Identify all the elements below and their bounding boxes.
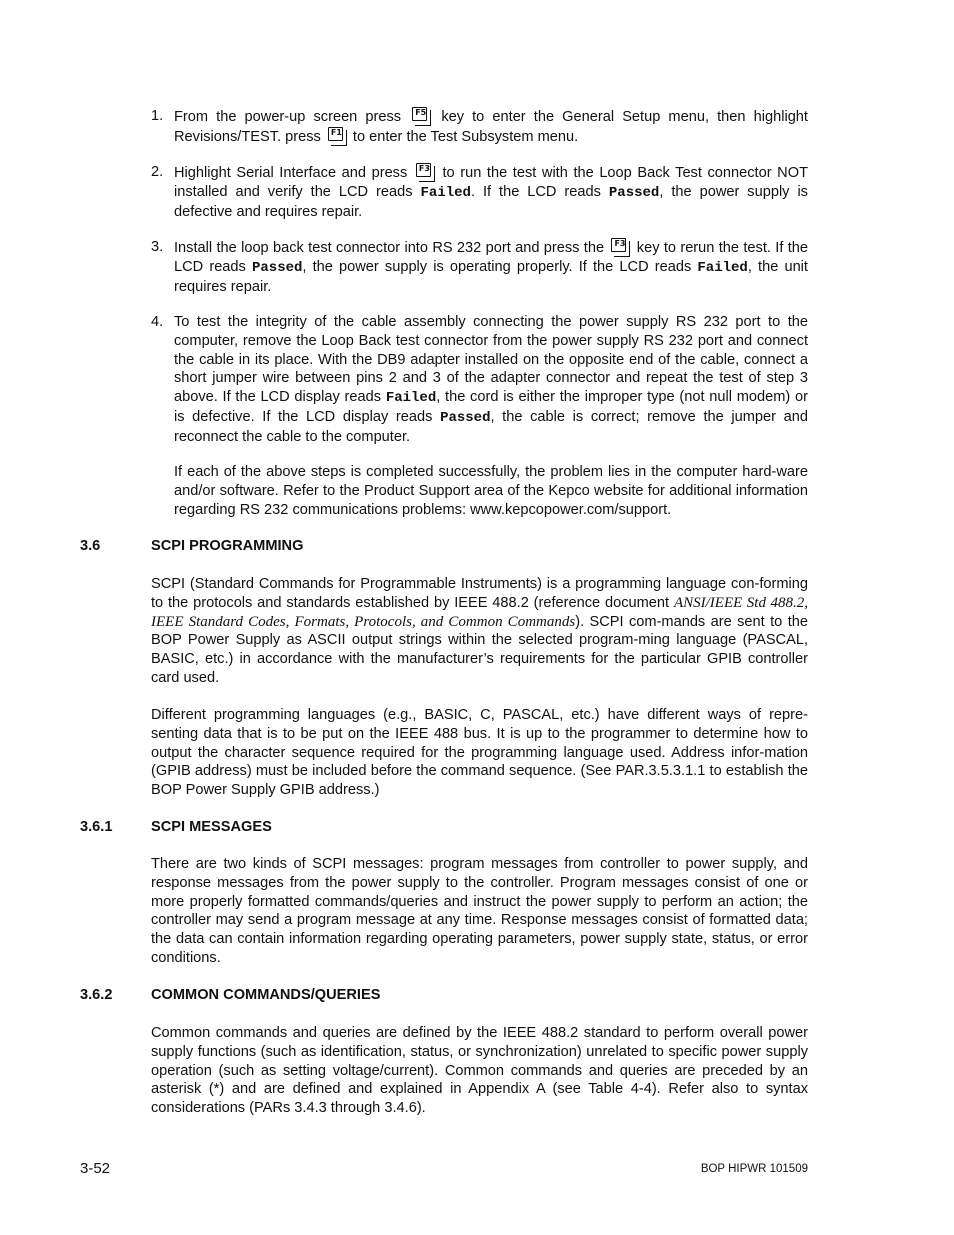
step-text: to enter the Test Subsystem menu. [352,128,579,145]
section-paragraph: There are two kinds of SCPI messages: program messages from controller to power supply, and response messages from the power supply to the controller. Program messages consist of one or more properly formatted commands/queries and instruct the power supply to perform an action; the controller may send a program message at any time. Response messages consist of formatted data; the data can contain information regarding operating parameters, power supply state, status, or error conditions. [151,856,808,966]
step-text: , the power supply is operating properly. If the LCD reads [302,258,692,275]
section-title: SCPI PROGRAMMING [151,538,304,554]
step-text: , the power supply is defective and requires repair. [174,183,808,220]
section-number: 3.6.2 [80,987,113,1003]
lcd-passed-text: Passed [440,409,491,426]
list-item [151,313,808,447]
step-number: 2. [151,164,164,180]
step-text: , the cord is either the improper type (not null modem) or is defective. If the LCD display reads [174,389,808,425]
step-text: , the unit requires repair. [174,258,808,295]
section-title: SCPI MESSAGES [151,819,272,835]
step-text: , the cable is correct; remove the jumper and reconnect the cable to the computer. [174,408,808,445]
section-title: COMMON COMMANDS/QUERIES [151,987,381,1003]
section-paragraph: Different programming languages (e.g., BASIC, C, PASCAL, etc.) have different ways of repre-senting data that is to be put on the IEEE 488 bus. It is up to the programmer to determine how to output the character sequence required for the programming language used. Address infor-mation (GPIB address) must be included before the command sequence. (See PAR.3.5.3.1.1 to establish the BOP Power Supply GPIB address.) [151,707,808,799]
step-text: To test the integrity of the cable assembly connecting the power supply RS 232 port to the computer, remove the Loop Back test connector from the power supply RS 232 port and connect the cable in its place. With the DB9 adapter installed on the opposite end of the cable, connect a short jumper wire between pins 2 and 3 of the adapter connector and repeat the test of step 3 above. If the LCD display reads [174,314,808,406]
list-item [151,107,808,147]
document-id: BOP HIPWR 101509 [700,1163,808,1175]
lcd-failed-text: Failed [420,184,471,201]
f1-key-icon: F1 [327,127,347,145]
section-paragraph: Common commands and queries are defined by the IEEE 488.2 standard to perform overall power supply functions (such as identification, status, or synchronization) unrelated to specific power supply operation (such as setting voltage/current). Common commands and queries are preceded by an asterisk (*) and are defined and explained in Appendix A (see Table 4-4). Refer also to syntax considerations (PARs 3.4.3 through 3.4.6). [151,1025,808,1117]
reference-document-title: ANSI/IEEE Std 488.2, IEEE Standard Codes, Formats, Protocols, and Common Commands [151,594,808,630]
list-item [151,238,808,296]
f3-key-icon: F3 [415,163,435,181]
section-number: 3.6 [80,538,101,554]
page-number: 3-52 [80,1160,111,1177]
followup-paragraph: If each of the above steps is completed successfully, the problem lies in the computer hard-ware and/or software. Refer to the Product Support area of the Kepco website for additional information regarding RS 232 communications problems: www.kepcopower.com/support. [174,464,808,518]
step-text: Install the loop back test connector into RS 232 port and press the [174,240,605,256]
section-number: 3.6.1 [80,819,113,835]
step-text: . If the LCD reads [470,183,601,200]
lcd-failed-text: Failed [697,259,748,276]
f3-key-icon: F3 [610,238,630,256]
lcd-passed-text: Passed [608,184,660,201]
step-text: to run the test with the Loop Back Test connector NOT installed and verify the LCD reads [174,165,808,200]
section-paragraph: SCPI (Standard Commands for Programmable Instruments) is a programming language con-forming to the protocols and standards established by IEEE 488.2 (reference document ANSI/IEEE Std 488.2, IEEE Standard Codes, Formats, Protocols, and Common Commands). SCPI com-mands are sent to the BOP Power Supply as ASCII output strings within the selected program-ming language (PASCAL, BASIC, etc.) in accordance with the manufacturer’s requirements for the particular GPIB controller card used. [151,576,808,686]
lcd-failed-text: Failed [385,390,437,407]
step-text: key to enter the General Setup menu, then highlight Revisions/TEST. press [174,109,808,145]
step-number: 4. [151,314,164,330]
step-number: 3. [151,239,164,255]
lcd-passed-text: Passed [251,259,303,276]
f5-key-icon: F5 [411,107,431,125]
step-text: key to rerun the test. If the LCD reads [174,240,809,275]
step-text: Highlight Serial Interface and press [174,165,408,181]
step-number: 1. [151,108,164,124]
step-text: From the power-up screen press [174,109,402,125]
list-item [151,163,808,221]
